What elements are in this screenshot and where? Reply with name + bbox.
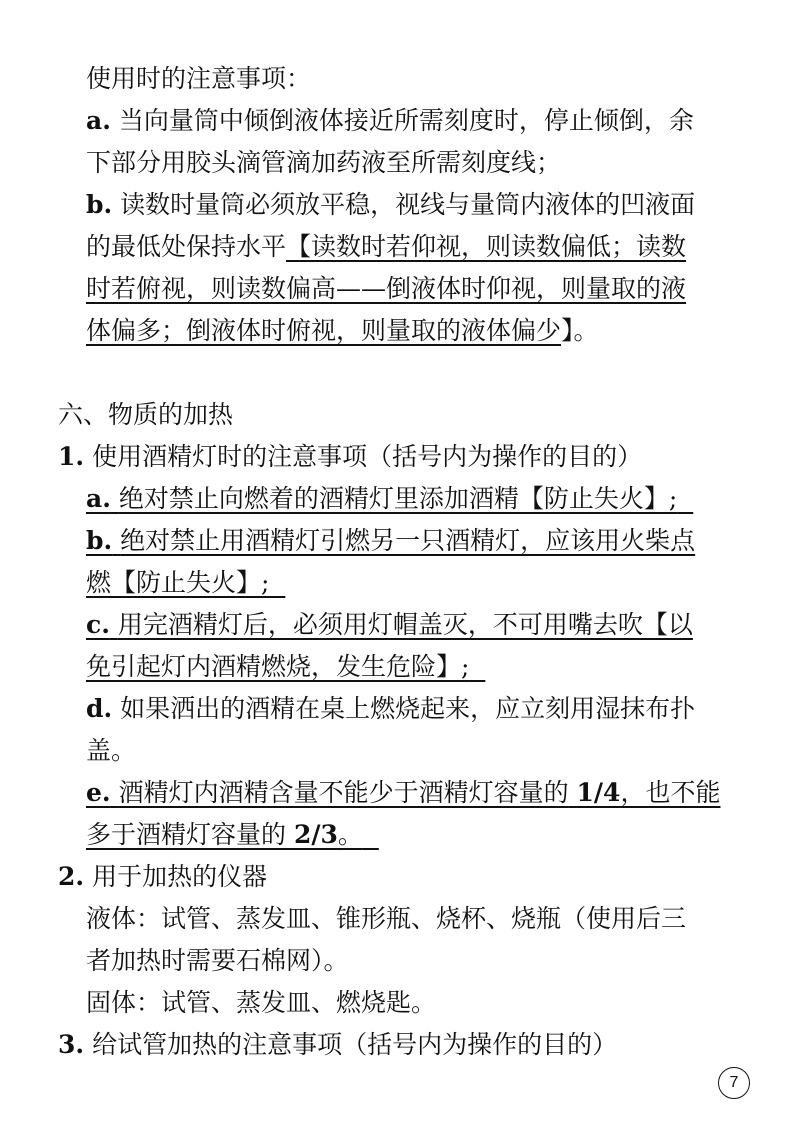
item1-title: 1. 使用酒精灯时的注意事项（括号内为操作的目的） — [58, 442, 643, 471]
item2-liquid-line1: 液体：试管、蒸发皿、锥形瓶、烧杯、烧瓶（使用后三 — [86, 904, 687, 933]
item1-e-line2: 多于酒精灯容量的 2/3。 — [86, 820, 363, 849]
item1-d-line2: 盖。 — [86, 736, 137, 765]
item1-e-line1: e. 酒精灯内酒精含量不能少于酒精灯容量的 1/4，也不能 — [86, 778, 721, 807]
item1-c-line2: 免引起灯内酒精燃烧，发生危险】; — [86, 652, 470, 681]
usage-item-a-line1: a. 当向量筒中倾倒液体接近所需刻度时，停止倾倒，余 — [86, 106, 694, 135]
item1-b-line1: b. 绝对禁止用酒精灯引燃另一只酒精灯，应该用火柴点 — [86, 526, 696, 555]
usage-item-b-line3: 时若俯视，则读数偏高——倒液体时仰视，则量取的液 — [86, 274, 687, 303]
usage-item-b-line1: b. 读数时量筒必须放平稳，视线与量筒内液体的凹液面 — [86, 190, 696, 219]
section6-heading: 六、物质的加热 — [58, 400, 234, 429]
usage-heading: 使用时的注意事项： — [86, 64, 312, 93]
item2-title: 2. 用于加热的仪器 — [58, 862, 268, 891]
item1-d-line1: d. 如果洒出的酒精在桌上燃烧起来，应立刻用湿抹布扑 — [86, 694, 696, 723]
item1-a: a. 绝对禁止向燃着的酒精灯里添加酒精【防止失火】; — [86, 484, 678, 513]
page-number: 7 — [718, 1067, 750, 1099]
usage-item-b-line2: 的最低处保持水平【读数时若仰视，则读数偏低；读数 — [86, 232, 687, 261]
item1-c-line1: c. 用完酒精灯后，必须用灯帽盖灭，不可用嘴去吹【以 — [86, 610, 693, 639]
item3-title: 3. 给试管加热的注意事项（括号内为操作的目的） — [58, 1030, 618, 1059]
usage-item-a-line2: 下部分用胶头滴管滴加药液至所需刻度线； — [86, 148, 562, 177]
item2-solid-line: 固体：试管、蒸发皿、燃烧匙。 — [86, 988, 437, 1017]
item1-b-line2: 燃【防止失火】; — [86, 568, 270, 597]
usage-item-b-line4: 体偏多；倒液体时俯视，则量取的液体偏少】。 — [86, 316, 599, 345]
item2-liquid-line2: 者加热时需要石棉网）。 — [86, 946, 349, 975]
